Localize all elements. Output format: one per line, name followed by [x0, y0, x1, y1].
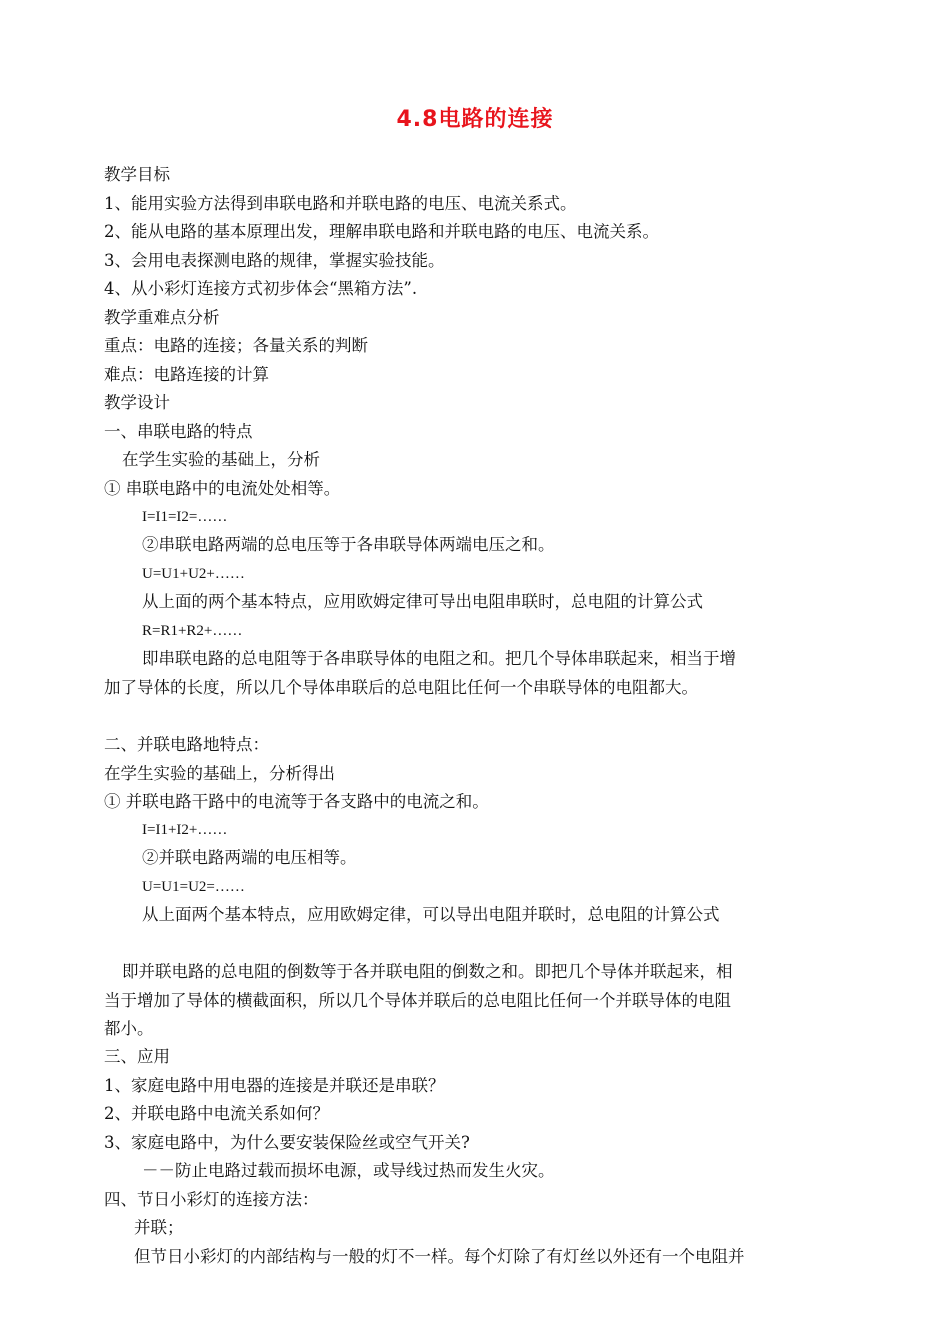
heading-teaching-design: 教学设计 — [104, 393, 170, 412]
formula-parallel-voltage: U=U1=U2=…… — [142, 879, 245, 895]
page-title: 4.8电路的连接 — [396, 107, 554, 132]
formula-series-current: I=I1=I2=…… — [142, 509, 228, 525]
heading-key-points: 教学重难点分析 — [104, 308, 220, 327]
section-3-heading: 三、应用 — [104, 1047, 170, 1066]
formula-parallel-current: I=I1+I2+…… — [142, 822, 228, 838]
section-2-heading: 二、并联电路地特点： — [104, 735, 269, 754]
paragraph-line: ① 并联电路干路中的电流等于各支路中的电流之和。 — [104, 792, 489, 811]
paragraph-line: 在学生实验的基础上，分析得出 — [104, 764, 335, 783]
paragraph-line: ②串联电路两端的总电压等于各串联导体两端电压之和。 — [142, 535, 555, 554]
paragraph-line: 加了导体的长度，所以几个导体串联后的总电阻比任何一个串联导体的电阻都大。 — [104, 678, 698, 697]
question-1: 1、家庭电路中用电器的连接是并联还是串联？ — [104, 1076, 445, 1095]
difficult-point: 难点：电路连接的计算 — [104, 365, 269, 384]
formula-series-resistance: R=R1+R2+…… — [142, 623, 243, 639]
question-2: 2、并联电路中电流关系如何？ — [104, 1104, 329, 1123]
paragraph-line: 即串联电路的总电阻等于各串联导体的电阻之和。把几个导体串联起来，相当于增 — [142, 649, 736, 668]
section-4-heading: 四、节日小彩灯的连接方法： — [104, 1190, 319, 1209]
answer-3: －－防止电路过载而损坏电源，或导线过热而发生火灾。 — [142, 1161, 555, 1180]
goal-2: 2、能从电路的基本原理出发，理解串联电路和并联电路的电压、电流关系。 — [104, 222, 659, 241]
goal-3: 3、会用电表探测电路的规律，掌握实验技能。 — [104, 251, 445, 270]
formula-series-voltage: U=U1+U2+…… — [142, 566, 245, 582]
goal-4: 4、从小彩灯连接方式初步体会“黑箱方法”. — [104, 279, 418, 298]
paragraph-line: 从上面两个基本特点，应用欧姆定律，可以导出电阻并联时，总电阻的计算公式 — [142, 905, 720, 924]
section-1-heading: 一、串联电路的特点 — [104, 422, 253, 441]
paragraph-line: 但节日小彩灯的内部结构与一般的灯不一样。每个灯除了有灯丝以外还有一个电阻并 — [134, 1247, 745, 1266]
paragraph-line: 在学生实验的基础上，分析 — [122, 450, 320, 469]
question-3: 3、家庭电路中，为什么要安装保险丝或空气开关? — [104, 1133, 470, 1152]
goal-1: 1、能用实验方法得到串联电路和并联电路的电压、电流关系式。 — [104, 194, 577, 213]
paragraph-line: 当于增加了导体的横截面积，所以几个导体并联后的总电阻比任何一个并联导体的电阻 — [104, 991, 731, 1010]
key-point: 重点：电路的连接；各量关系的判断 — [104, 336, 368, 355]
paragraph-line: 从上面的两个基本特点，应用欧姆定律可导出电阻串联时，总电阻的计算公式 — [142, 592, 703, 611]
paragraph-line: ① 串联电路中的电流处处相等。 — [104, 479, 341, 498]
paragraph-line: 并联； — [134, 1218, 184, 1237]
paragraph-line: 即并联电路的总电阻的倒数等于各并联电阻的倒数之和。即把几个导体并联起来，相 — [122, 962, 733, 981]
paragraph-line: ②并联电路两端的电压相等。 — [142, 848, 357, 867]
heading-teaching-goals: 教学目标 — [104, 165, 170, 184]
paragraph-line: 都小。 — [104, 1019, 154, 1038]
